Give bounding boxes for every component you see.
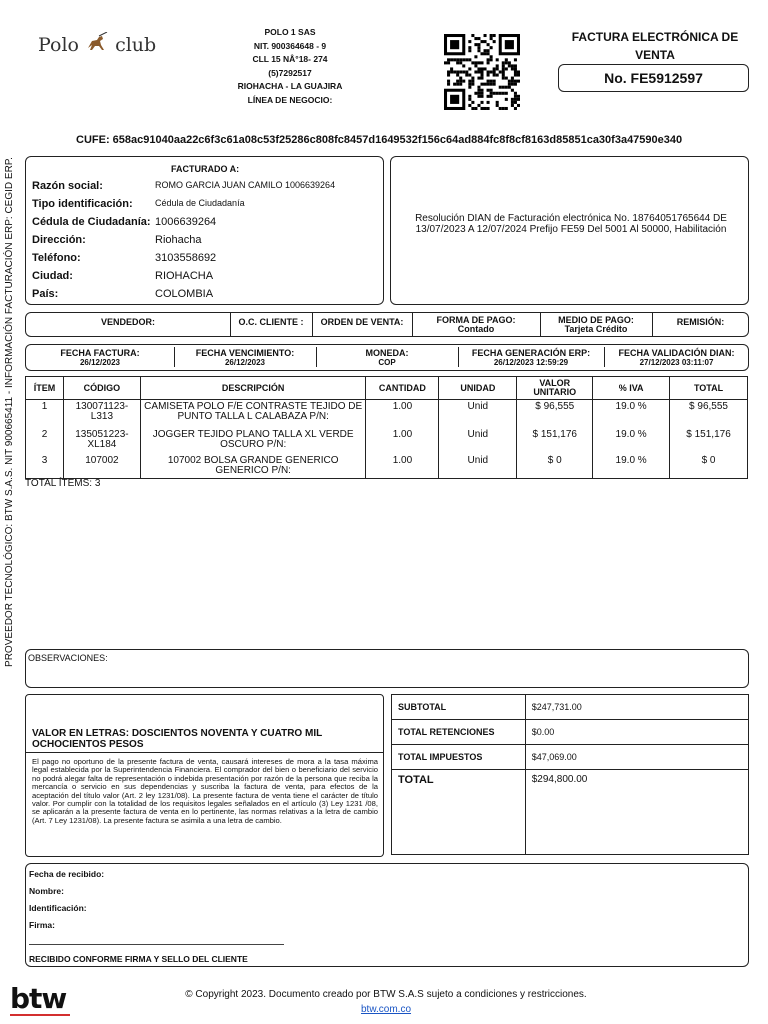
orden-venta-label: ORDEN DE VENTA:: [320, 317, 404, 327]
polo-horse-icon: [85, 32, 109, 54]
totals-row-subtotal: [392, 695, 749, 720]
cell-total: $ 96,555: [670, 400, 748, 428]
fecha-factura-value: 26/12/2023: [79, 358, 121, 367]
cell-unit: Unid: [439, 454, 517, 479]
cell-desc: 107002 BOLSA GRANDE GENERICO GENERICO P/N:: [140, 454, 366, 479]
label-tipo-id: Tipo identificación:: [32, 198, 133, 210]
fecha-venc-label: FECHA VENCIMIENTO:: [195, 348, 295, 358]
label-ciudad: Ciudad:: [32, 270, 73, 282]
col-total: TOTAL: [670, 377, 748, 400]
cell-unit: Unid: [439, 428, 517, 454]
oc-cliente-label: O.C. CLIENTE :: [238, 317, 304, 327]
table-row: [26, 428, 748, 454]
company-address: CLL 15 NÂ°18- 274: [252, 54, 328, 64]
company-phone: (5)7292517: [268, 67, 312, 78]
table-row: [26, 454, 748, 479]
forma-pago-value: Contado: [457, 324, 495, 334]
company-info: [220, 26, 360, 107]
receipt-firma: Firma:: [29, 920, 55, 930]
billed-to-header: FACTURADO A:: [171, 164, 240, 174]
cell-code: 107002: [63, 454, 140, 479]
legal-text: El pago no oportuno de la presente factura de venta, causará intereses de mora a la tasa máxima legal establecida por la Superintendencia Financiera. El comprador del bien o beneficiario del servicio no podrá alegar falta de representación o indebida presentación por razón de la persona que reciba la mercancía o servicio en sus dependencias y suscriba la factura de venta, para efectos de la aceptación del título valor (Art. 2 ley 1231/08). La presente factura de venta tiene el carácter de título valor. Por cumplir con la totalidad de los requisitos legales señalados en el artículo (3) Ley 1231 /08, se aplicarán a la presente factura de venta en lo pertinente, las normas relativas a la letra de cambio (Art. 7 Ley 1231/08). La presente factura se asimila a una letra de cambio.: [32, 757, 378, 825]
resolution-box: [390, 156, 749, 305]
cell-code: 130071123-L313: [63, 400, 140, 428]
label-telefono: Teléfono:: [32, 252, 81, 264]
value-razon-social: ROMO GARCIA JUAN CAMILO 1006639264: [155, 180, 336, 190]
total-items: TOTAL ÍTEMS: 3: [25, 478, 101, 489]
invoice-title: FACTURA ELECTRÓNICA DE VENTA: [571, 30, 739, 62]
col-iva: % IVA: [593, 377, 670, 400]
retenciones-value: $0.00: [525, 720, 748, 745]
company-logo: [38, 32, 156, 56]
forma-pago-label: FORMA DE PAGO:: [436, 315, 516, 325]
copyright: © Copyright 2023. Documento creado por BTW S.A.S sujeto a condiciones y restricciones.: [185, 989, 587, 1000]
label-cedula: Cédula de Ciudadanía:: [32, 216, 151, 228]
fecha-gen-label: FECHA GENERACIÓN ERP:: [471, 348, 591, 358]
fecha-factura: [26, 349, 174, 367]
btw-logo-text: btw: [10, 982, 67, 1015]
cell-item: 1: [26, 400, 64, 428]
fecha-validacion: [604, 349, 749, 367]
logo-text-right: club: [115, 34, 157, 56]
cell-total: $ 0: [670, 454, 748, 479]
amount-in-words: VALOR EN LETRAS: DOSCIENTOS NOVENTA Y CUATRO MIL OCHOCIENTOS PESOS: [32, 728, 323, 750]
medio-pago-label: MEDIO DE PAGO:: [558, 315, 634, 325]
company-business-line: LÍNEA DE NEGOCIO:: [247, 94, 333, 105]
signature-line: [29, 944, 284, 945]
totals-row-impuestos: [392, 745, 749, 770]
value-tipo-id: Cédula de Ciudadanía: [155, 198, 245, 208]
cell-desc: JOGGER TEJIDO PLANO TALLA XL VERDE OSCURO P/N:: [140, 428, 366, 454]
fecha-factura-label: FECHA FACTURA:: [60, 348, 140, 358]
col-unidad: UNIDAD: [439, 377, 517, 400]
medio-pago: [540, 316, 652, 334]
col-codigo: CÓDIGO: [63, 377, 140, 400]
vendedor-label: VENDEDOR:: [100, 317, 155, 327]
cell-iva: 19.0 %: [593, 454, 670, 479]
label-pais: País:: [32, 288, 59, 300]
cell-qty: 1.00: [366, 428, 439, 454]
cell-desc: CAMISETA POLO F/E CONTRASTE TEJIDO DE PUNTO TALLA L CALABAZA P/N:: [140, 400, 366, 428]
invoice-number: No. FE5912597: [604, 70, 703, 86]
value-pais: COLOMBIA: [155, 288, 214, 300]
receipt-conforme: RECIBIDO CONFORME FIRMA Y SELLO DEL CLIENTE: [29, 954, 248, 964]
fecha-vencimiento: [174, 349, 316, 367]
retenciones-label: TOTAL RETENCIONES: [392, 720, 526, 745]
cell-code: 135051223-XL184: [63, 428, 140, 454]
col-descripcion: DESCRIPCIÓN: [140, 377, 366, 400]
value-direccion: Riohacha: [155, 234, 202, 246]
cell-unit: Unid: [439, 400, 517, 428]
label-direccion: Dirección:: [32, 234, 86, 246]
cell-qty: 1.00: [366, 454, 439, 479]
qr-code: [444, 34, 520, 110]
receipt-identificacion: Identificación:: [29, 903, 87, 913]
label-razon-social: Razón social:: [32, 180, 103, 192]
subtotal-value: $247,731.00: [525, 695, 748, 720]
value-telefono: 3103558692: [155, 252, 217, 264]
btw-logo-underline: [10, 1014, 70, 1016]
cell-iva: 19.0 %: [593, 400, 670, 428]
subtotal-label: SUBTOTAL: [392, 695, 526, 720]
receipt-nombre: Nombre:: [29, 886, 64, 896]
items-table: [25, 376, 748, 479]
logo-text-left: Polo: [38, 34, 79, 56]
items-header-row: [26, 377, 748, 400]
invoice-number-box: [558, 64, 749, 92]
moneda-label: MONEDA:: [365, 348, 409, 358]
col-valor-unitario: VALOR UNITARIO: [517, 377, 593, 400]
forma-pago: [412, 316, 540, 334]
side-provider-text: PROVEEDOR TECNOLÓGICO: BTW S.A.S. NIT 900665411 - INFORMACIÓN FACTURACIÓN ERP: CEGID ERP.: [4, 157, 15, 667]
cell-total: $ 151,176: [670, 428, 748, 454]
resolution-text: Resolución DIAN de Facturación electrónica No. 18764051765644 DE 13/07/2023 A 12/07/2024 Prefijo FE59 Del 5001 Al 50000, Habilitación: [415, 213, 727, 235]
cell-price: $ 96,555: [517, 400, 593, 428]
cell-item: 2: [26, 428, 64, 454]
fecha-generacion: [458, 349, 604, 367]
cufe: CUFE: 658ac91040aa22c6f3c61a08c53f25286c808fc8457d1649532f156c64ad884fc8f8cf8163d85851ca30f3a47590e340: [76, 134, 683, 146]
totals-table: [391, 694, 749, 855]
totals-row-total: [392, 770, 749, 855]
observations-box: [25, 649, 749, 688]
btw-logo: [10, 982, 66, 1015]
billed-to-box: [25, 156, 384, 305]
col-cantidad: CANTIDAD: [366, 377, 439, 400]
footer-link[interactable]: btw.com.co: [360, 1004, 412, 1015]
impuestos-value: $47,069.00: [525, 745, 748, 770]
fecha-gen-value: 26/12/2023 12:59:29: [493, 358, 569, 367]
fecha-val-label: FECHA VALIDACIÓN DIAN:: [618, 348, 735, 358]
cell-price: $ 151,176: [517, 428, 593, 454]
cell-iva: 19.0 %: [593, 428, 670, 454]
remision-label: REMISIÓN:: [676, 317, 725, 327]
amount-legal-box: [25, 694, 384, 857]
sales-info-row: [25, 312, 749, 337]
fecha-val-value: 27/12/2023 03:11:07: [639, 358, 714, 367]
value-cedula: 1006639264: [155, 216, 217, 228]
moneda: [316, 349, 458, 367]
company-name: POLO 1 SAS: [264, 27, 316, 37]
total-label: TOTAL: [392, 770, 526, 855]
company-city: RIOHACHA - LA GUAJIRA: [237, 81, 343, 91]
totals-row-retenciones: [392, 720, 749, 745]
medio-pago-value: Tarjeta Crédito: [564, 324, 628, 334]
cell-item: 3: [26, 454, 64, 479]
receipt-box: [25, 863, 749, 967]
col-item: ÍTEM: [26, 377, 64, 400]
impuestos-label: TOTAL IMPUESTOS: [392, 745, 526, 770]
cell-price: $ 0: [517, 454, 593, 479]
table-row: [26, 400, 748, 428]
dates-row: [25, 344, 749, 371]
fecha-venc-value: 26/12/2023: [224, 358, 266, 367]
value-ciudad: RIOHACHA: [155, 270, 214, 282]
total-value: $294,800.00: [525, 770, 748, 855]
receipt-fecha: Fecha de recibido:: [29, 869, 105, 879]
moneda-value: COP: [378, 358, 396, 367]
cell-qty: 1.00: [366, 400, 439, 428]
company-nit: NIT. 900364648 - 9: [253, 40, 327, 51]
observations-label: OBSERVACIONES:: [28, 653, 108, 663]
